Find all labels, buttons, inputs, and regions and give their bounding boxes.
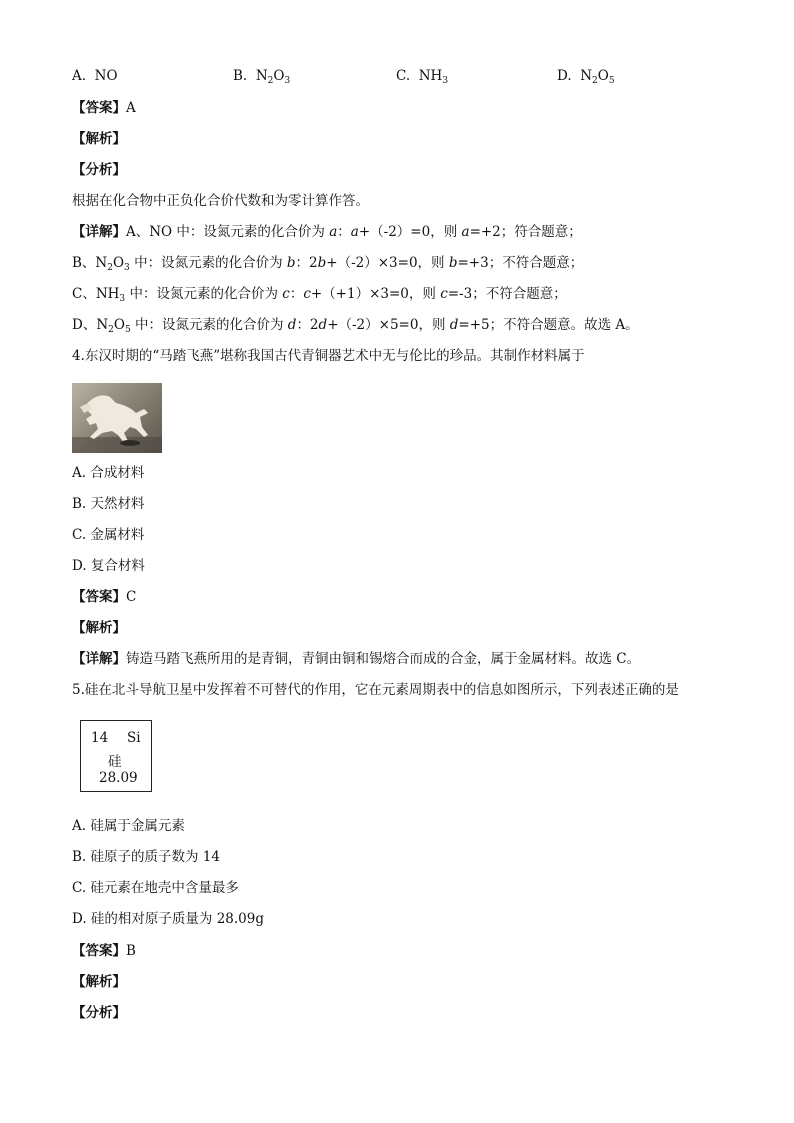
q3-answer: 【答案】A xyxy=(72,100,136,116)
element-number: 14 xyxy=(91,730,109,746)
q5-fenxi-label: 【分析】 xyxy=(72,1005,126,1021)
q5-answer: 【答案】B xyxy=(72,943,136,959)
element-name: 硅 xyxy=(108,754,122,770)
q4-option-c: C. 金属材料 xyxy=(72,527,145,543)
periodic-element-card xyxy=(80,720,152,792)
element-mass: 28.09 xyxy=(99,770,138,786)
q3-option-a: A. NO xyxy=(72,68,118,84)
q5-jiexi-label: 【解析】 xyxy=(72,974,126,990)
q3-option-b: B. $N_2O_3$ xyxy=(233,68,291,86)
q3-fenxi-label: 【分析】 xyxy=(72,162,126,178)
q3-detail-line-a: 【详解】A、NO 中：设氮元素的化合价为 a：a+（-2）=0，则 a=+2；符合题意； xyxy=(72,224,582,240)
q5-option-a: A. 硅属于金属元素 xyxy=(72,818,185,834)
element-symbol: Si xyxy=(127,730,141,746)
q3-detail-line-c: C、$NH_3$ 中：设氮元素的化合价为 c：c+（+1）×3=0，则 c=-3；不符合题意； xyxy=(72,286,567,304)
q4-option-b: B. 天然材料 xyxy=(72,496,145,512)
q3-option-d: D. $N_2O_5$ xyxy=(557,68,615,86)
q3-option-c: C. $NH_3$ xyxy=(396,68,449,86)
q3-detail-line-b: B、$N_2O_3$ 中：设氮元素的化合价为 b：2b+（-2）×3=0，则 b=+3；不符合题意； xyxy=(72,255,584,273)
q4-option-d: D. 复合材料 xyxy=(72,558,145,574)
q5-option-b: B. 硅原子的质子数为 14 xyxy=(72,849,220,865)
q5-stem: 5.硅在北斗导航卫星中发挥着不可替代的作用，它在元素周期表中的信息如图所示，下列表述正确的是 xyxy=(72,682,679,698)
q5-option-c: C. 硅元素在地壳中含量最多 xyxy=(72,880,239,896)
q4-option-a: A. 合成材料 xyxy=(72,465,145,481)
q3-fenxi-text: 根据在化合物中正负化合价代数和为零计算作答。 xyxy=(72,193,369,209)
q4-jiexi-label: 【解析】 xyxy=(72,620,126,636)
q3-jiexi-label: 【解析】 xyxy=(72,131,126,147)
bronze-horse-image xyxy=(72,383,162,453)
q4-answer: 【答案】C xyxy=(72,589,137,605)
q4-stem: 4.东汉时期的“马踏飞燕”堪称我国古代青铜器艺术中无与伦比的珍品。其制作材料属于 xyxy=(72,348,585,364)
q4-detail: 【详解】铸造马踏飞燕所用的是青铜，青铜由铜和锡熔合而成的合金，属于金属材料。故选 C。 xyxy=(72,651,641,667)
q3-detail-line-d: D、$N_2O_5$ 中：设氮元素的化合价为 d：2d+（-2）×5=0，则 d=+5；不符合题意。故选 A。 xyxy=(72,317,639,335)
q5-option-d: D. 硅的相对原子质量为 28.09g xyxy=(72,911,265,927)
horse-silhouette-icon xyxy=(72,383,162,453)
